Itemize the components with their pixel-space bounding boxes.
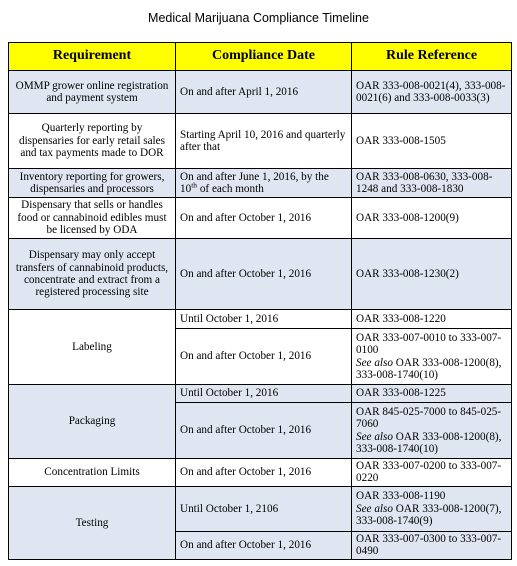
rule-cell: OAR 333-007-0200 to 333-007-0220: [352, 459, 512, 487]
header-row: [9, 43, 512, 71]
see-also-text: See also: [356, 430, 393, 443]
rule-cell: OAR 333-008-0021(4), 333-008-0021(6) and 333-008-0033(3): [352, 71, 512, 114]
header-rule-reference: Rule Reference: [352, 43, 512, 71]
requirement-cell: Inventory reporting for growers, dispensaries and processors: [9, 169, 176, 198]
table-row: [9, 169, 512, 198]
date-cell: On and after October 1, 2016: [176, 531, 352, 559]
header-requirement: Requirement: [9, 43, 176, 71]
rule-cell: OAR 333-008-1220: [352, 310, 512, 329]
date-superscript: th: [191, 180, 198, 190]
date-text: On and after June 1, 2016, by the 10: [180, 170, 329, 195]
rule-text: OAR 333-008-1200(8), 333-008-1740(10): [356, 430, 502, 455]
date-cell: On and after October 1, 2016: [176, 239, 352, 310]
date-cell: Until October 1, 2016: [176, 310, 352, 329]
date-cell: On and after October 1, 2016: [176, 403, 352, 459]
rule-cell: OAR 333-008-0630, 333-008-1248 and 333-008-1830: [352, 169, 512, 198]
requirement-cell: OMMP grower online registration and payment system: [9, 71, 176, 114]
page-title: Medical Marijuana Compliance Timeline: [148, 11, 369, 25]
table-row: [9, 239, 512, 310]
requirement-cell: Dispensary that sells or handles food or cannabinoid edibles must be licensed by ODA: [9, 198, 176, 239]
rule-text: OAR 333-008-1200(8), 333-008-1740(10): [356, 356, 502, 381]
requirement-cell: Dispensary may only accept transfers of cannabinoid products, concentrate and extract from a registered processing site: [9, 239, 176, 310]
rule-cell: OAR 333-007-0300 to 333-007-0490: [352, 531, 512, 559]
table-row: [9, 385, 512, 403]
date-cell: On and after October 1, 2016: [176, 198, 352, 239]
rule-text: OAR 333-008-1200(7), 333-008-1740(9): [356, 502, 502, 528]
date-cell: On and after October 1, 2016: [176, 459, 352, 487]
rule-text: OAR 845-025-7000 to 845-025-7060: [356, 405, 502, 431]
date-cell: On and after October 1, 2016: [176, 329, 352, 385]
table-row: [9, 310, 512, 329]
requirement-cell: Packaging: [9, 385, 176, 459]
compliance-timeline-table: [8, 42, 512, 560]
date-cell: [176, 169, 352, 198]
rule-cell: [352, 403, 512, 459]
rule-cell: [352, 486, 512, 531]
table-row: [9, 71, 512, 114]
rule-text: OAR 333-007-0010 to 333-007-0100: [356, 331, 502, 357]
rule-cell: OAR 333-008-1230(2): [352, 239, 512, 310]
rule-cell: [352, 329, 512, 385]
requirement-cell: Labeling: [9, 310, 176, 385]
rule-cell: OAR 333-008-1505: [352, 114, 512, 169]
requirement-cell: Testing: [9, 486, 176, 559]
rule-cell: OAR 333-008-1225: [352, 385, 512, 403]
rule-text: OAR 333-008-1190: [356, 490, 446, 503]
see-also-text: See also: [356, 356, 393, 369]
see-also-text: See also: [356, 502, 393, 515]
date-cell: Until October 1, 2106: [176, 486, 352, 531]
requirement-cell: Concentration Limits: [9, 459, 176, 487]
date-cell: Starting April 10, 2016 and quarterly after that: [176, 114, 352, 169]
date-cell: On and after April 1, 2016: [176, 71, 352, 114]
table-row: [9, 114, 512, 169]
date-text: of each month: [197, 183, 264, 195]
table-row: [9, 198, 512, 239]
date-cell: Until October 1, 2016: [176, 385, 352, 403]
rule-cell: OAR 333-008-1200(9): [352, 198, 512, 239]
header-compliance-date: Compliance Date: [176, 43, 352, 71]
table-row: [9, 486, 512, 531]
requirement-cell: Quarterly reporting by dispensaries for early retail sales and tax payments made to DOR: [9, 114, 176, 169]
table-row: [9, 459, 512, 487]
